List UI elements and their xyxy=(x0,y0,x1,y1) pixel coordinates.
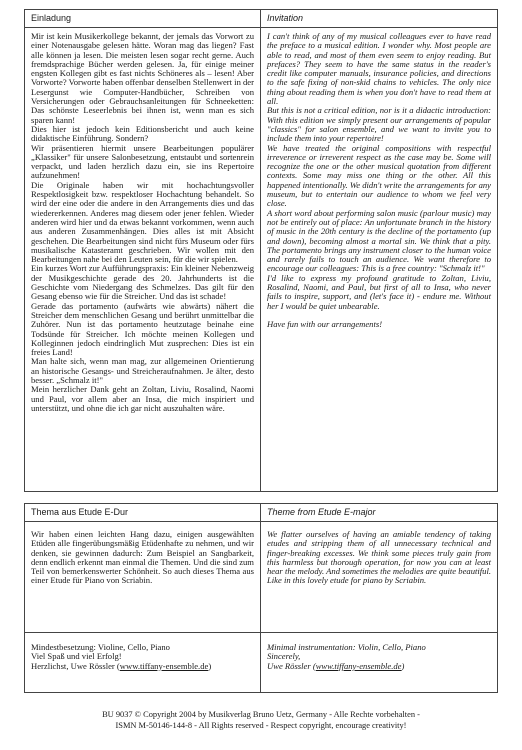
website-link[interactable]: www.tiffany-ensemble.de xyxy=(315,660,402,671)
paragraph: Man halte sich, wenn man mag, zur allgemeinen Orientierung an historische Gesangs- und Streicheraufnahmen. Je älter, desto besser. „Schmalz it!" xyxy=(31,356,254,385)
english-footer-signature: Uwe Rössler (www.tiffany-ensemble.de) xyxy=(267,660,405,671)
paragraph: I'd like to express my profound gratitude to Zoltan, Liviu, Rosalind, Naomi, and Paul, but first of all to Insa, who never fails to inspire, support, and (let's face it) - endure me. Without her I would be quiet unbearable. xyxy=(267,272,491,311)
paragraph: Have fun with our arrangements! xyxy=(267,319,383,330)
paragraph: Gerade das portamento (aufwärts wie abwärts) nähert die Streicher dem menschlichen Gesang und berührt unmittelbar die Zuhörer. Nun ist das portamento heutzutage beinahe eine Todsünde für Streicher. Ich möchte meinen Kollegen und Kolleginnen jedoch eindringlich Mut zusprechen: Dies ist ein freies Land! xyxy=(31,300,254,358)
english-intro-text xyxy=(261,28,497,330)
footer-section xyxy=(24,633,498,693)
website-link[interactable]: www.tiffany-ensemble.de xyxy=(119,660,209,671)
german-intro-heading: Einladung xyxy=(25,10,260,28)
english-intro-heading: Invitation xyxy=(261,10,497,28)
paragraph: Mein herzlicher Dank geht an Zoltan, Liviu, Rosalind, Naomi und Paul, vor allem aber an Insa, die mich inspiriert und unterstützt, und ohne die ich gar nicht auszuhalten wäre. xyxy=(31,384,254,413)
german-theme-body xyxy=(25,522,260,586)
theme-section xyxy=(24,503,498,633)
german-intro-text xyxy=(25,28,260,413)
german-theme-text: Wir haben einen leichten Hang dazu, einigen ausgewählten Etüden alle fingerübungsmäßig Etüdenhafte zu nehmen, und wir denken, sie gewinnen dadurch: Zum Beispiel an Sangbarkeit, denn endlich erkennt man einmal die Themen. Und die sind zum Teil von bemerkenswerter Schönheit. So auch dieses Thema aus einer Etude für Piano von Scriabin. xyxy=(31,529,254,586)
german-introduction xyxy=(24,9,261,492)
german-footer xyxy=(24,633,261,693)
german-theme xyxy=(24,503,261,633)
paragraph: Die Originale haben wir mit hochachtungsvoller Respektlosigkeit bzw. respektloser Hochachtung behandelt. So wird der eine oder die andere in den Arrangements dies und das wiedererkennen. Anderes mag diesem oder jener fehlen. Wieder anderen wird hier und da etwas bekannt vorkommen, wenn auch aus anderen Zusammenhängen. Dies alles ist mit Absicht geschehen. Die Bearbeitungen sind nicht fürs Museum oder fürs musikalische Katasteramt geschrieben. Wir wollen mit den Bearbeitungen nahe bei den Leuten sein, für die wir spielen. xyxy=(31,179,254,265)
english-theme-text: We flatter ourselves of having an amiable tendency of taking etudes and stripping them of all unnecessary technical and finger-breaking excesses. We think some pieces truly gain from this harmless but thorough operation, for now you can at least hear the melody. And sometimes the melodies are quite beautiful. Like in this lovely etude for piano by Scriabin. xyxy=(267,529,491,586)
english-theme xyxy=(261,503,498,633)
german-theme-heading: Thema aus Etude E-Dur xyxy=(25,504,260,522)
copyright-line-2: ISMN M-50146-144-8 - All Rights reserved - Respect copyright, encourage creativity! xyxy=(115,721,407,730)
paragraph: Ein kurzes Wort zur Aufführungspraxis: Ein kleiner Nebenzweig der Musikgeschichte gerade des 20. Jahrhunderts ist die Geschichte vom Niedergang des Schmelzes. Das gilt für den Gesang ebenso wie für die Streicher. Und das ist schade! xyxy=(31,263,254,302)
english-theme-heading: Theme from Etude E-major xyxy=(261,504,497,522)
copyright-line-1: BU 9037 © Copyright 2004 by Musikverlag Bruno Uetz, Germany - Alle Rechte vorbehalten - xyxy=(102,710,420,719)
english-introduction xyxy=(261,9,498,492)
german-footer-line: Viel Spaß und viel Erfolg! xyxy=(31,651,122,662)
german-footer-line: Mindestbesetzung: Violine, Cello, Piano xyxy=(31,642,170,652)
page xyxy=(24,9,498,693)
paragraph: A short word about performing salon music (parlour music) may not be entirely out of place: An unfortunate branch in the history of music in the 20th century is the decline of the portamento (up and down), becoming almost a mortal sin. We think that a pity. The portamento brings any instrument closer to the human voice and rarely fails to touch an audience. We want therefore to encourage our colleagues: This is a free country: "Schmalz it!" xyxy=(267,207,491,274)
english-footer xyxy=(261,633,498,693)
paragraph: Mir ist kein Musikerkollege bekannt, der jemals das Vorwort zu einer Notenausgabe gelesen hätte. Woran mag das liegen? Fast alle können ja lesen. Die meisten lesen sogar recht gerne. Auch fremdsprachige Bücher werden gelesen. Ja, für einige meiner engsten Kollegen gibt es fast nichts Schöneres als – lesen! Aber Vorworte? Vorworte haben offenbar denselben Stellenwert in der Lesergunst wie Computer-Handbücher, Schreiben von Versicherungen oder Gebrauchsanleitungen für Schneeketten: Das schönste Leseerlebnis bei ihnen ist, wenn man es sich sparen kann! xyxy=(31,31,254,125)
english-theme-body xyxy=(261,522,497,586)
english-footer-line: Sincerely, xyxy=(267,651,301,662)
introduction-section xyxy=(24,9,498,492)
english-footer-line: Minimal instrumentation: Violin, Cello, Piano xyxy=(267,642,426,652)
paragraph: Wir präsentieren hiermit unsere Bearbeitungen populärer „Klassiker" für unsere Salonbesetzung, entstaubt und sortenrein verpackt, und laden herzlich dazu ein, sie ins Repertoire aufzunehmen! xyxy=(31,142,254,181)
paragraph: We have treated the original compositions with respectful irreverence or irreverent respect as the case may be. Some will recognize the one or the other musical quotation from different contexts. Some may miss one thing or the other. All this happened intentionally. We didn't write the arrangements for any museum, but to entertain our audience to whom we feel very close. xyxy=(267,142,491,209)
german-footer-signature: Herzlichst, Uwe Rössler (www.tiffany-ensemble.de) xyxy=(31,660,212,671)
paragraph: I can't think of any of my musical colleagues ever to have read the preface to a musical edition. I wonder why. Most people are able to read, and most of them even seem to enjoy reading. But prefaces? They seem to have the same status in the reader's credit like computer manuals, insurance policies, and directions to the safe fixing of non-skid chains to vehicles. The only nice thing about reading them is when you don't have to read them at all. xyxy=(267,31,491,107)
paragraph: But this is not a critical edition, nor is it a didactic introduction: With this edition we simply present our arrangements of popular "classics" for salon ensemble, and we want to invite you to include them into your repertoire! xyxy=(267,105,491,144)
paragraph: Dies hier ist jedoch kein Editionsbericht und auch keine didaktische Einführung. Sondern? xyxy=(31,123,254,144)
